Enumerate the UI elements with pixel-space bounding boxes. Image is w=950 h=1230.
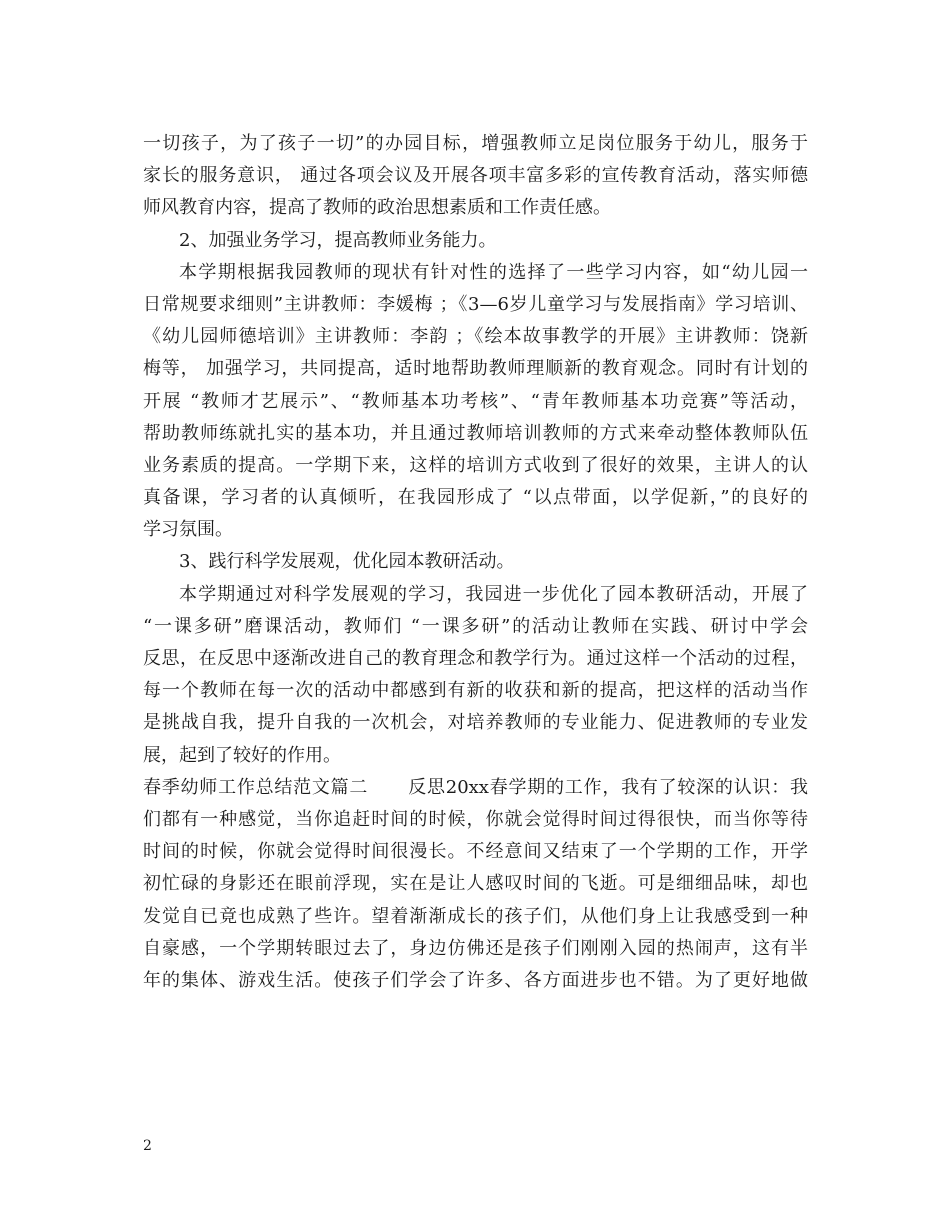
- text-line: 年的集体、游戏生活。使孩子们学会了许多、各方面进步也不错。为了更好地做: [143, 969, 808, 991]
- section-heading: 春季幼师工作总结范文篇二: [143, 776, 369, 798]
- text-line: 业务素质的提高。一学期下来，这样的培训方式收到了很好的效果，主讲人的认: [143, 454, 808, 476]
- text-line: 展，起到了较好的作用。: [143, 744, 341, 766]
- text-line: 梅等， 加强学习，共同提高，适时地帮助教师理顺新的教育观念。同时有计划的: [143, 358, 808, 380]
- text-line: 日常规要求细则”主讲教师：李媛梅 ；《3—6岁儿童学习与发展指南》学习培训、: [143, 293, 808, 315]
- text-line: 《幼儿园师德培训》主讲教师：李韵 ；《绘本故事教学的开展》主讲教师：饶新: [143, 326, 808, 348]
- text-line: 家长的服务意识， 通过各项会议及开展各项丰富多彩的宣传教育活动，落实师德: [143, 165, 808, 187]
- text-line: 时间的时候，你就会觉得时间很漫长。不经意间又结束了一个学期的工作，开学: [143, 841, 808, 863]
- text-line: 帮助教师练就扎实的基本功，并且通过教师培训教师的方式来牵动整体教师队伍: [143, 422, 808, 444]
- text-line: 们都有一种感觉，当你追赶时间的时候，你就会觉得时间过得很快，而当你等待: [143, 808, 808, 830]
- text-line: 反思，在反思中逐渐改进自己的教育理念和教学行为。通过这样一个活动的过程，: [143, 648, 808, 669]
- text-line: 师风教育内容，提高了教师的政治思想素质和工作责任感。: [143, 197, 611, 219]
- text-line: “一课多研”磨课活动，教师们 “一课多研”的活动让教师在实践、研讨中学会: [143, 615, 808, 637]
- text-line: 本学期通过对科学发展观的学习，我园进一步优化了园本教研活动，开展了: [179, 583, 808, 605]
- section-heading-line: [143, 772, 808, 804]
- text-line: 真备课，学习者的认真倾听，在我园形成了 “以点带面，以学促新，”的良好的: [143, 487, 808, 509]
- text-line: 发觉自已竟也成熟了些许。望着渐渐成长的孩子们，从他们身上让我感受到一种: [143, 905, 808, 927]
- text-line: 一切孩子，为了孩子一切”的办园目标，增强教师立足岗位服务于幼儿，服务于: [143, 133, 808, 154]
- text-line: 初忙碌的身影还在眼前浮现，实在是让人感叹时间的飞逝。可是细细品味，却也: [143, 873, 808, 895]
- page-number: 2: [143, 1138, 152, 1154]
- text-line: 开展 “教师才艺展示”、“教师基本功考核”、“青年教师基本功竞赛”等活动，: [143, 390, 808, 412]
- text-line: 自豪感，一个学期转眼过去了，身边仿佛还是孩子们刚刚入园的热闹声，这有半: [143, 937, 808, 959]
- text-line: 每一个教师在每一次的活动中都感到有新的收获和新的提高，把这样的活动当作: [143, 680, 808, 702]
- section-paragraphs: [143, 804, 808, 997]
- text-line: 2、加强业务学习，提高教师业务能力。: [179, 229, 497, 251]
- body-paragraphs: [143, 128, 808, 772]
- section-first-line: 反思20xx春学期的工作，我有了较深的认识：我: [408, 776, 808, 798]
- text-line: 3、践行科学发展观，优化园本教研活动。: [179, 551, 515, 573]
- text-line: 是挑战自我，提升自我的一次机会，对培养教师的专业能力、促进教师的专业发: [143, 712, 808, 734]
- text-line: 本学期根据我园教师的现状有针对性的选择了一些学习内容，如“幼儿园一: [179, 261, 808, 283]
- text-line: 学习氛围。: [143, 519, 233, 541]
- document-body: [143, 128, 808, 997]
